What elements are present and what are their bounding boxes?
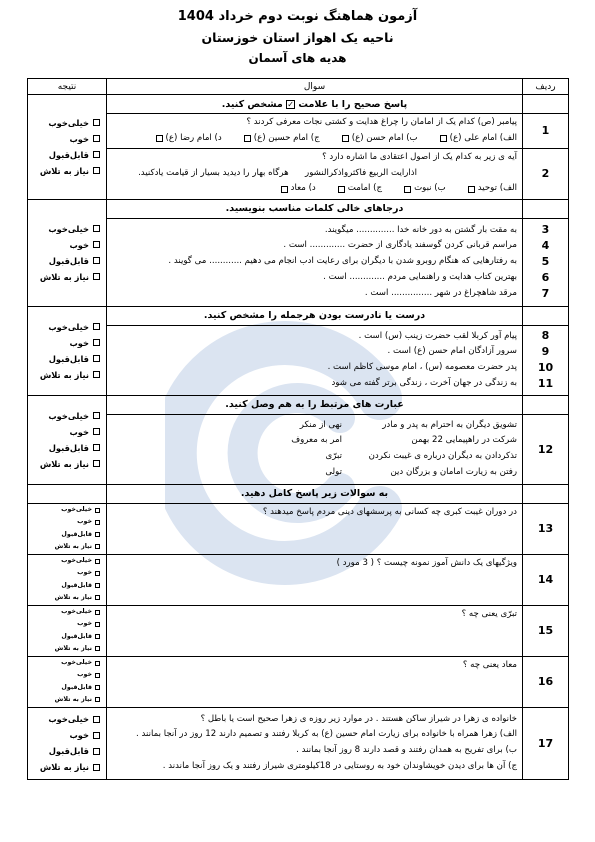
grade-checkbox[interactable] xyxy=(93,339,100,346)
question-14: ویژگیهای یک دانش آموز نمونه چیست ؟ ( 3 مورد ) xyxy=(107,554,523,605)
grade-box-4: خیلی‌خوب خوب قابل‌قبول نیاز به تلاش xyxy=(28,395,107,484)
grade-checkbox[interactable] xyxy=(95,622,100,627)
question-2: آیه ی زیر به کدام یک از اصول اعتقادی ما اشاره دارد ؟ اذارایت الربیع فاکثرواذکرالنشور هرگاه بهار را دیدید بسیار از قیامت یادکنید. الف) توحید ب) نبوت ج) امامت د) معاد xyxy=(107,148,523,199)
question-1: پیامبر (ص) کدام یک از امامان را چراغ هدایت و کشتی نجات معرفی کردند ؟ الف) امام علی (ع) ب) امام حسن (ع) ج) امام حسین (ع) د) امام رضا (ع) xyxy=(107,114,523,149)
grade-checkbox[interactable] xyxy=(95,610,100,615)
grade-checkbox[interactable] xyxy=(93,135,100,142)
grade-checkbox[interactable] xyxy=(93,444,100,451)
grade-checkbox[interactable] xyxy=(93,167,100,174)
grade-checkbox[interactable] xyxy=(95,646,100,651)
grade-checkbox[interactable] xyxy=(95,571,100,576)
questions-true-false: پیام آور کربلا لقب حضرت زینب (س) است . سرور آزادگان امام حسن (ع) است . پدر حضرت معصومه (س) ، امام موسی کاظم است . به زندگی در جهان آخرت ، زندگی برتر گفته می شود xyxy=(107,325,523,395)
option-checkbox[interactable] xyxy=(156,135,163,142)
grade-checkbox[interactable] xyxy=(95,583,100,588)
section-matching: عبارت های مرتبط را به هم وصل کنید. xyxy=(107,395,523,414)
grade-box-5: خیلی‌خوب خوب قابل‌قبول نیاز به تلاش xyxy=(28,503,107,554)
grade-checkbox[interactable] xyxy=(93,241,100,248)
grade-box-1: خیلی‌خوب خوب قابل‌قبول نیاز به تلاش xyxy=(28,95,107,200)
section-essay: به سوالات زیر پاسخ کامل دهید. xyxy=(107,484,523,503)
grade-checkbox[interactable] xyxy=(95,508,100,513)
grade-checkbox[interactable] xyxy=(93,273,100,280)
question-number: 16 xyxy=(523,656,569,707)
grade-checkbox[interactable] xyxy=(95,520,100,525)
question-16: معاد یعنی چه ؟ xyxy=(107,656,523,707)
question-13: در دوران غیبت کبری چه کسانی به پرسشهای دینی مردم پاسخ میدهند ؟ xyxy=(107,503,523,554)
column-row-header: ردیف xyxy=(523,79,569,95)
option-checkbox[interactable] xyxy=(342,135,349,142)
section-multiple-choice: پاسخ صحیح را با علامت ✓ مشخص کنید. xyxy=(107,95,523,114)
grade-checkbox[interactable] xyxy=(95,673,100,678)
questions-fill-blanks: به مقت بار گشتن به دور خانه خدا .............. میگویند. مراسم قربانی کردن گوسفند یادگاری از حضرت ............. است . به رفتارهایی که هنگام روبرو شدن با دیگران برای رعایت ادب انجام می دهیم ............ می گویند . بهترین کتاب هدایت و راهنمایی مردم ............. است . مرقد شاهچراغ در شهر ............... است . xyxy=(107,218,523,306)
question-number: 17 xyxy=(523,707,569,779)
grade-checkbox[interactable] xyxy=(93,412,100,419)
grade-checkbox[interactable] xyxy=(95,595,100,600)
grade-checkbox[interactable] xyxy=(93,460,100,467)
grade-checkbox[interactable] xyxy=(93,732,100,739)
grade-checkbox[interactable] xyxy=(95,532,100,537)
option-checkbox[interactable] xyxy=(244,135,251,142)
exam-header xyxy=(0,6,595,69)
question-number: 14 xyxy=(523,554,569,605)
grade-checkbox[interactable] xyxy=(93,225,100,232)
checkmark-icon: ✓ xyxy=(287,99,294,109)
option-checkbox[interactable] xyxy=(468,186,475,193)
grade-checkbox[interactable] xyxy=(93,764,100,771)
question-number: 12 xyxy=(523,414,569,484)
question-numbers-8-11: 8 9 10 11 xyxy=(523,325,569,395)
question-number: 15 xyxy=(523,605,569,656)
grade-checkbox[interactable] xyxy=(95,661,100,666)
grade-box-9: خیلی‌خوب خوب قابل‌قبول نیاز به تلاش xyxy=(28,707,107,779)
question-number: 13 xyxy=(523,503,569,554)
exam-subject: هدیه های آسمان xyxy=(248,51,347,65)
option-checkbox[interactable] xyxy=(281,186,288,193)
grade-checkbox[interactable] xyxy=(93,119,100,126)
question-17: خانواده ی زهرا در شیراز ساکن هستند . در موارد زیر روزه ی زهرا صحیح است یا باطل ؟ الف) زهرا همراه با خانواده برای زیارت امام حسین (ع) به کربلا رفتند و تصمیم دارند 12 روز در آنجا بمانند . ب) برای تفریح به همدان رفتند و قصد دارند 8 روز آنجا بمانند . ج) آن ها برای دیدن خویشاوندان خود به روستایی در 18کیلومتری شیراز رفتند و یک روز آنجا ماندند . xyxy=(107,707,523,779)
grade-checkbox[interactable] xyxy=(93,151,100,158)
grade-box-6: خیلی‌خوب خوب قابل‌قبول نیاز به تلاش xyxy=(28,554,107,605)
grade-checkbox[interactable] xyxy=(93,257,100,264)
grade-checkbox[interactable] xyxy=(93,748,100,755)
grade-checkbox[interactable] xyxy=(93,428,100,435)
exam-region: ناحیه یک اهواز استان خوزستان xyxy=(201,30,394,45)
grade-checkbox[interactable] xyxy=(93,355,100,362)
option-checkbox[interactable] xyxy=(338,186,345,193)
question-matching: تشویق دیگران به احترام به پدر و مادر نهی از منکر شرکت در راهپیمایی 22 بهمن امر به معروف تذکردادن به دیگران درباره ی غیبت نکردن تبرّی رفتن به زیارت امامان و بزرگان دین تولی xyxy=(107,414,523,484)
section-fill-blanks: درجاهای خالی کلمات مناسب بنویسید. xyxy=(107,199,523,218)
question-numbers-3-7: 3 4 5 6 7 xyxy=(523,218,569,306)
question-15: تبرّی یعنی چه ؟ xyxy=(107,605,523,656)
column-result-header: نتیجه xyxy=(28,79,107,95)
grade-checkbox[interactable] xyxy=(95,697,100,702)
exam-table xyxy=(27,78,569,780)
section-true-false: درست یا نادرست بودن هرجمله را مشخص کنید. xyxy=(107,306,523,325)
grade-box-7: خیلی‌خوب خوب قابل‌قبول نیاز به تلاش xyxy=(28,605,107,656)
grade-checkbox[interactable] xyxy=(95,559,100,564)
grade-checkbox[interactable] xyxy=(95,634,100,639)
column-question-header: سوال xyxy=(107,79,523,95)
grade-checkbox[interactable] xyxy=(95,685,100,690)
exam-title: آزمون هماهنگ نوبت دوم خرداد 1404 xyxy=(177,9,418,24)
question-number: 1 xyxy=(523,114,569,149)
grade-checkbox[interactable] xyxy=(95,544,100,549)
option-checkbox[interactable] xyxy=(440,135,447,142)
table-header-row xyxy=(28,79,569,95)
option-checkbox[interactable] xyxy=(404,186,411,193)
grade-checkbox[interactable] xyxy=(93,323,100,330)
grade-checkbox[interactable] xyxy=(93,371,100,378)
grade-checkbox[interactable] xyxy=(93,716,100,723)
grade-box-2: خیلی‌خوب خوب قابل‌قبول نیاز به تلاش xyxy=(28,199,107,306)
grade-box-3: خیلی‌خوب خوب قابل‌قبول نیاز به تلاش xyxy=(28,306,107,395)
grade-box-8: خیلی‌خوب خوب قابل‌قبول نیاز به تلاش xyxy=(28,656,107,707)
question-number: 2 xyxy=(523,148,569,199)
